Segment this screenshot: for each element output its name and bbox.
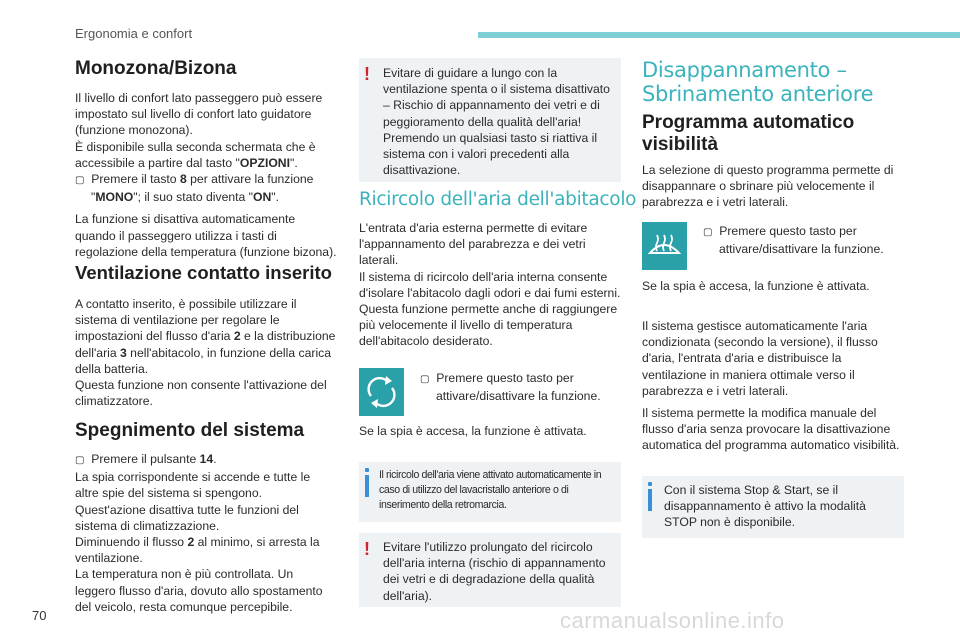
page-number: 70	[32, 608, 47, 623]
heading-programma: Programma automatico visibilità	[642, 112, 855, 155]
spegnimento-p4: La temperatura non è più controllata. Un leggero flusso d'aria, dovuto allo spostamento del veicolo, resta comunque percepibile.	[75, 567, 323, 614]
spegnimento-p1: La spia corrispondente si accende e tutte le altre spie del sistema si spengono.	[75, 470, 311, 501]
disappannamento-p1: La selezione di questo programma permette di disappannare o sbrinare più velocemente il parabrezza e i vetri laterali.	[642, 163, 894, 210]
spegnimento-p2: Quest'azione disattiva tutte le funzioni del sistema di climatizzazione.	[75, 502, 299, 533]
ricircolo-p1: L'entrata d'aria esterna permette di evitare l'appannamento del parabrezza e dei vetri laterali.	[359, 221, 588, 268]
monozona-bullet: ▢ Premere il tasto 8 per attivare la funzione "MONO"; il suo stato diventa "ON".	[75, 172, 314, 205]
ricircolo-p3: Se la spia è accesa, la funzione è attivata.	[359, 424, 587, 438]
ventilazione-body	[75, 296, 337, 409]
warning-text-ricircolo: Evitare l'utilizzo prolungato del ricircolo dell'aria interna (rischio di appannamento dei vetri e di degradazione della qualità dell'aria).	[383, 540, 606, 603]
info-text-ricircolo: Il ricircolo dell'aria viene attivato automaticamente in caso di utilizzo del lavacristallo anteriore o di inserimento della retromarcia.	[379, 469, 602, 511]
header-rule	[478, 32, 960, 38]
info-text-stopstart: Con il sistema Stop & Start, se il disappannamento è attivo la modalità STOP non è disponibile.	[664, 483, 866, 530]
info-icon	[365, 468, 369, 504]
warning-text-2: Premendo un qualsiasi tasto si riattiva il sistema con i valori precedenti alla disattivazione.	[383, 130, 598, 178]
monozona-body	[75, 90, 337, 260]
monozona-p3: La funzione si disattiva automaticamente quando il passeggero utilizza i tasti di regolazione della temperatura (funzione bizona).	[75, 212, 337, 259]
heading-disappannamento: Disappannamento – Sbrinamento anteriore	[642, 58, 874, 106]
disappannamento-p2: Se la spia è accesa, la funzione è attivata.	[642, 279, 870, 293]
warning-icon: !	[364, 64, 370, 84]
warning-box-ricircolo	[359, 533, 621, 607]
windshield-defrost-icon	[642, 222, 687, 270]
ricircolo-body	[359, 220, 621, 350]
monozona-p1: Il livello di confort lato passeggero può essere impostato sul livello di confort lato guidatore (funzione monozona).	[75, 91, 323, 138]
info-box-ricircolo	[359, 462, 621, 522]
warning-text-1: Evitare di guidare a lungo con la ventilazione spenta o il sistema disattivato – Rischio di appannamento dei vetri e di peggioramento della qualità dell'aria!	[383, 66, 610, 129]
disappannamento-p3: Il sistema gestisce automaticamente l'aria condizionata (secondo la versione), il flusso d'aria, l'entrata d'aria e distribuisce la ventilazione in maniera ottimale verso il parabrezza e i vetri laterali.	[642, 319, 878, 398]
spegnimento-bullet: ▢ Premere il pulsante 14.	[75, 452, 217, 466]
warning-icon: !	[364, 539, 370, 559]
ricircolo-bullet: ▢ Premere questo tasto per attivare/disattivare la funzione.	[420, 371, 601, 404]
monozona-p2: È disponibile sulla seconda schermata che è accessibile a partire dal tasto "OPZIONI".	[75, 139, 316, 170]
disappannamento-p4: Il sistema permette la modifica manuale del flusso d'aria senza provocare la disattivazione automatica del programma automatico visibilità.	[642, 406, 900, 453]
info-box-stopstart	[642, 476, 904, 538]
ventilazione-p1: A contatto inserito, è possibile utilizzare il sistema di ventilazione per regolare le impostazioni del flusso d'aria 2 e la distribuzione dell'aria 3 nell'abitacolo, in funzione della carica della batteria.	[75, 297, 336, 376]
ricircolo-p2: Il sistema di ricircolo dell'aria interna consente d'isolare l'abitacolo dagli odori e dai fumi esterni. Questa funzione permette anche di raggiungere più velocemente il livello di temperatura dell'abitacolo desiderato.	[359, 269, 621, 349]
heading-monozona: Monozona/Bizona	[75, 58, 237, 79]
heading-spegnimento: Spegnimento del sistema	[75, 420, 305, 441]
ventilazione-p2: Questa funzione non consente l'attivazione del climatizzatore.	[75, 378, 327, 409]
heading-ventilazione: Ventilazione contatto inserito	[75, 262, 332, 283]
spegnimento-p3: Diminuendo il flusso 2 al minimo, si arresta la ventilazione.	[75, 535, 320, 566]
recirculation-icon	[359, 368, 404, 416]
heading-ricircolo: Ricircolo dell'aria dell'abitacolo	[359, 189, 637, 210]
watermark: carmanualsonline.info	[560, 608, 785, 633]
warning-box-ventilazione	[359, 58, 621, 182]
disappannamento-bullet: ▢ Premere questo tasto per attivare/disattivare la funzione.	[703, 224, 884, 257]
info-icon	[648, 482, 652, 518]
section-title: Ergonomia e confort	[75, 26, 193, 41]
spegnimento-body	[75, 451, 337, 615]
